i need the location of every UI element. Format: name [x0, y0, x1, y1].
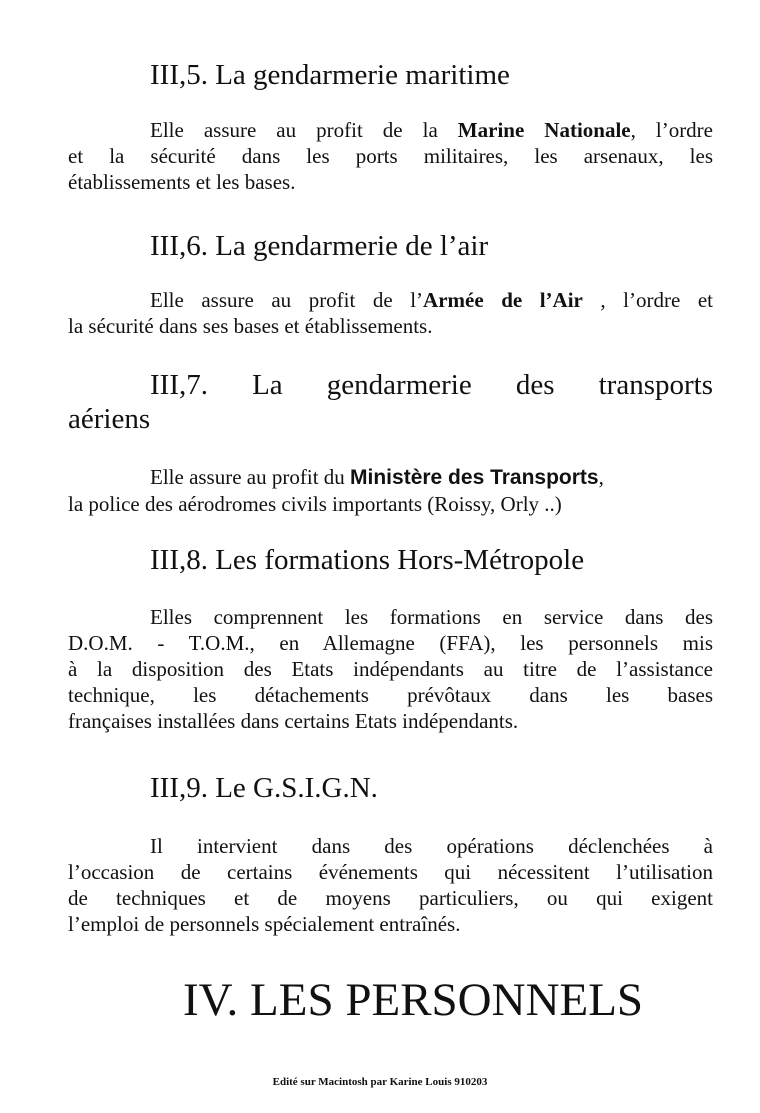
paragraph-line: Elle assure au profit du Ministère des Transports, — [150, 465, 604, 489]
section-heading-iii-5: III,5. La gendarmerie maritime — [150, 59, 510, 91]
paragraph-line: l’occasion de certains événements qui nécessitent l’utilisation — [68, 860, 713, 884]
section-paragraph-iii-5 — [68, 117, 713, 195]
section-heading-iii-9: III,9. Le G.S.I.G.N. — [150, 772, 378, 804]
emphasis-marine-nationale: Marine Nationale — [457, 118, 631, 142]
emphasis-armee-de-l-air: Armée de l’Air — [423, 288, 583, 312]
paragraph-line: la police des aérodromes civils importants (Roissy, Orly ..) — [68, 492, 562, 516]
section-heading-iii-7 — [68, 368, 713, 436]
heading-line: aériens — [68, 403, 151, 435]
section-paragraph-iii-6 — [68, 287, 713, 339]
paragraph-line: de techniques et de moyens particuliers, ou qui exigent — [68, 886, 713, 910]
paragraph-line: à la disposition des Etats indépendants au titre de l’assistance — [68, 657, 713, 681]
paragraph-line: Il intervient dans des opérations déclenchées à — [150, 834, 713, 858]
section-paragraph-iii-9 — [68, 833, 713, 937]
section-heading-iii-6: III,6. La gendarmerie de l’air — [150, 230, 489, 262]
paragraph-line: et la sécurité dans les ports militaires, les arsenaux, les — [68, 144, 713, 168]
paragraph-line: Elle assure au profit de l’Armée de l’Air , l’ordre et — [150, 288, 713, 312]
paragraph-line: établissements et les bases. — [68, 170, 296, 194]
heading-line: III,7. La gendarmerie des transports — [150, 369, 713, 401]
page-footer: Edité sur Macintosh par Karine Louis 910203 — [272, 1076, 488, 1088]
section-heading-iii-8: III,8. Les formations Hors-Métropole — [150, 544, 585, 576]
paragraph-line: l’emploi de personnels spécialement entraînés. — [68, 912, 461, 936]
paragraph-line: Elles comprennent les formations en service dans des — [150, 605, 713, 629]
paragraph-line: Elle assure au profit de la Marine Nationale, l’ordre — [150, 118, 713, 142]
emphasis-ministere-des-transports: Ministère des Transports — [350, 466, 599, 489]
section-paragraph-iii-7 — [68, 464, 713, 517]
chapter-title: IV. LES PERSONNELS — [183, 974, 644, 1026]
paragraph-line: françaises installées dans certains Etats indépendants. — [68, 709, 519, 733]
section-paragraph-iii-8 — [68, 604, 713, 734]
paragraph-line: la sécurité dans ses bases et établissements. — [68, 314, 433, 338]
paragraph-line: D.O.M. - T.O.M., en Allemagne (FFA), les personnels mis — [68, 631, 713, 655]
paragraph-line: technique, les détachements prévôtaux dans les bases — [68, 683, 713, 707]
